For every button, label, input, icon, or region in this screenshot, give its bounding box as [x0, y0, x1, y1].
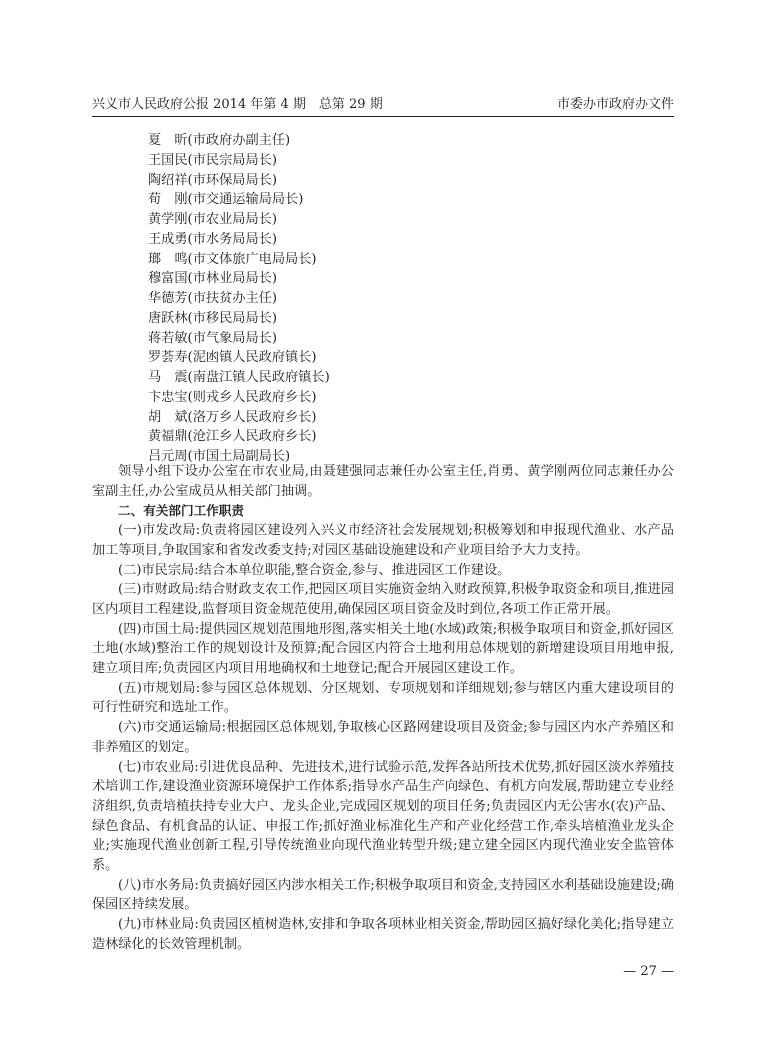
member-entry: 陶绍祥(市环保局局长) — [148, 172, 277, 188]
member-entry: 王成勇(市水务局局长) — [148, 231, 277, 247]
duty-paragraph: (五)市规划局:参与园区总体规划、分区规划、专项规划和详细规划;参与辖区内重大建设项目的可行性研究和选址工作。 — [92, 680, 674, 716]
member-entry: 蒋若敏(市气象局局长) — [148, 330, 277, 346]
header-rule — [92, 116, 674, 117]
member-entry: 瑯 鸣(市文体旅广电局局长) — [148, 251, 317, 267]
member-entry: 荀 刚(市交通运输局局长) — [148, 192, 304, 208]
header-section-title: 市委办市政府办文件 — [556, 97, 674, 112]
section-heading: 二、有关部门工作职责 — [118, 503, 244, 519]
member-entry: 黄福鼎(沧江乡人民政府乡长) — [148, 429, 317, 445]
duty-paragraph: (六)市交通运输局:根据园区总体规划,争取核心区路网建设项目及资金;参与园区内水产养殖区和非养殖区的划定。 — [92, 720, 674, 755]
member-list — [148, 131, 588, 467]
office-paragraph: 领导小组下设办公室在市农业局,由聂建强同志兼任办公室主任,肖勇、黄学刚两位同志兼任办公室副主任,办公室成员从相关部门抽调。 — [92, 464, 674, 499]
member-entry: 卞忠宝(则戎乡人民政府乡长) — [148, 389, 317, 405]
member-entry: 黄学刚(市农业局局长) — [148, 212, 277, 227]
header-journal-title: 兴义市人民政府公报 2014 年第 4 期 总第 29 期 — [92, 97, 383, 112]
member-entry: 夏 昕(市政府办副主任) — [148, 133, 291, 148]
member-entry: 胡 斌(洛万乡人民政府乡长) — [148, 409, 317, 425]
member-entry: 吕元周(市国土局副局长) — [148, 449, 291, 464]
member-entry: 马 震(南盘江镇人民政府镇长) — [148, 370, 330, 385]
member-entry: 唐跃林(市移民局局长) — [148, 310, 277, 326]
member-entry: 华德芳(市扶贫办主任) — [148, 291, 277, 306]
duty-paragraph: (四)市国土局:提供园区规划范围地形图,落实相关土地(水域)政策;积极争取项目和资金,抓好园区土地(水域)整治工作的规划设计及预算;配合园区内符合土地利用总体规划的新增建设项目用地申报,建立项目库;负责园区内项目用地确权和土地登记;配合开展园区建设工作。 — [92, 621, 674, 677]
running-header — [92, 90, 674, 114]
duty-paragraph: (三)市财政局:结合财政支农工作,把园区项目实施资金纳入财政预算,积极争取资金和项目,推进园区内项目工程建设,监督项目资金规范使用,确保园区项目资金及时到位,各项工作正常开展。 — [92, 582, 674, 617]
duty-paragraph: (一)市发改局:负责将园区建设列入兴义市经济社会发展规划;积极筹划和申报现代渔业、水产品加工等项目,争取国家和省发改委支持;对园区基础设施建设和产业项目给予大力支持。 — [92, 523, 674, 558]
duty-paragraph: (二)市民宗局:结合本单位职能,整合资金,参与、推进园区工作建设。 — [118, 562, 511, 578]
duty-paragraph: (九)市林业局:负责园区植树造林,安排和争取各项林业相关资金,帮助园区搞好绿化美化;指导建立造林绿化的长效管理机制。 — [92, 917, 674, 952]
member-entry: 王国民(市民宗局局长) — [148, 152, 277, 168]
duty-paragraph: (八)市水务局:负责搞好园区内涉水相关工作;积极争取项目和资金,支持园区水利基础设施建设;确保园区持续发展。 — [92, 877, 674, 913]
page-number: — 27 — — [623, 964, 674, 979]
member-entry: 穆富国(市林业局局长) — [148, 271, 277, 287]
duty-paragraph: (七)市农业局:引进优良品种、先进技术,进行试验示范,发挥各站所技术优势,抓好园区淡水养殖技术培训工作,建设渔业资源环境保护工作体系;指导水产品生产向绿色、有机方向发展,帮助建立专业经济组织,负责培植扶持专业大户、龙头企业,完成园区规划的项目任务;负责园区内无公害水(农)产品、绿色食品、有机食品的认证、申报工作;抓好渔业标准化生产和产业化经营工作,牵头培植渔业龙头企业;实施现代渔业创新工程,引导传统渔业向现代渔业转型升级;建立建全园区内现代渔业安全监管体系。 — [92, 759, 674, 874]
member-entry: 罗荟寿(泥凼镇人民政府镇长) — [148, 350, 317, 366]
document-body — [92, 462, 674, 955]
